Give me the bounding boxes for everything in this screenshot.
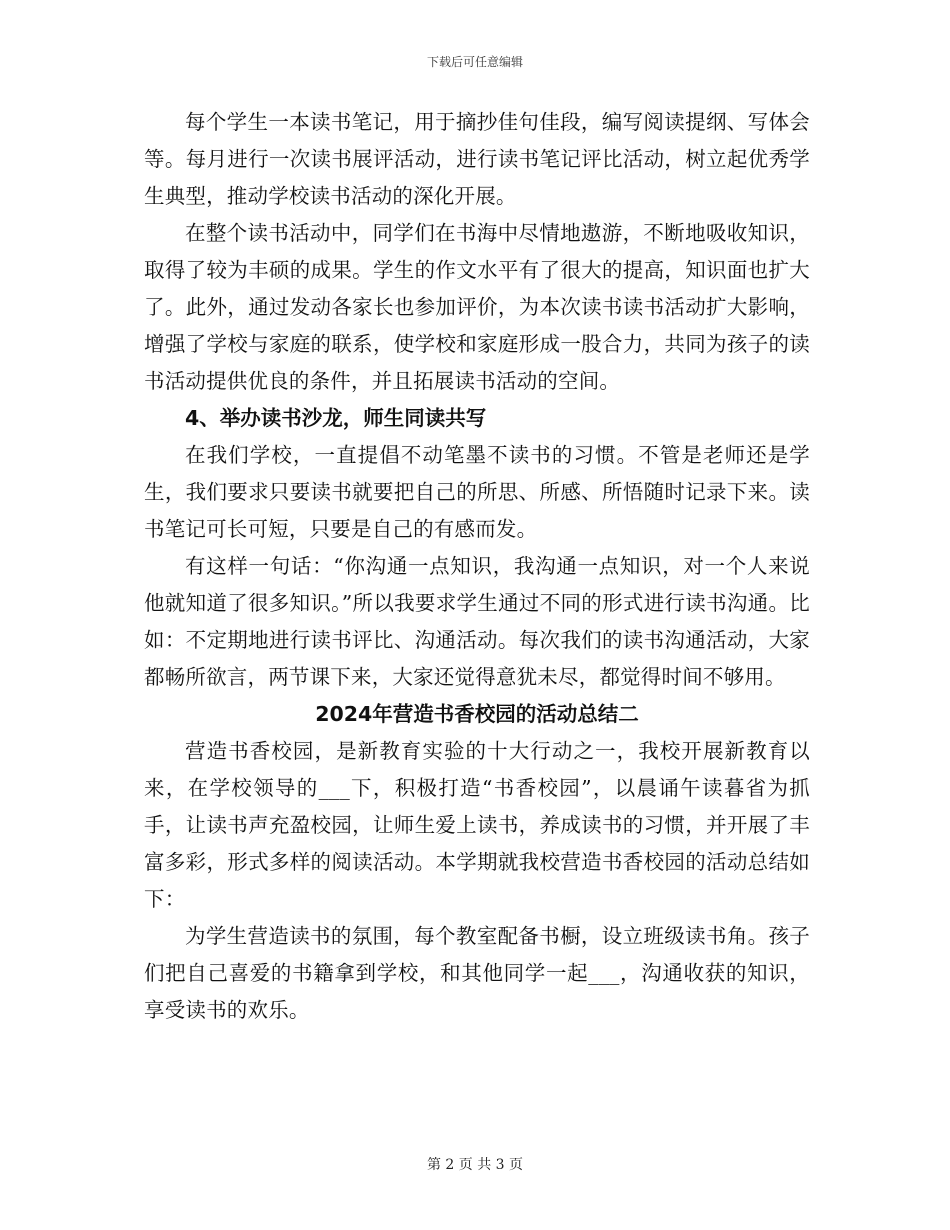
document-section-title: 2024年营造书香校园的活动总结二 xyxy=(315,702,639,726)
paragraph-scholarly-campus: 营造书香校园，是新教育实验的十大行动之一，我校开展新教育以来，在学校领导的___下，积极打造“书香校园”，以晨诵午读暮省为抓手，让读书声充盈校园，让师生爱上读书，养成读书的习惯，并开展了丰富多彩，形式多样的阅读活动。本学期就我校营造书香校园的活动总结如下： xyxy=(144,739,810,911)
document-body xyxy=(144,104,810,1029)
paragraph-note-habit: 在我们学校，一直提倡不动笔墨不读书的习惯。不管是老师还是学生，我们要求只要读书就要把自己的所思、所感、所悟随时记录下来。读书笔记可长可短，只要是自己的有感而发。 xyxy=(144,443,810,541)
paragraph-reading-notes: 每个学生一本读书笔记，用于摘抄佳句佳段，编写阅读提纲、写体会等。每月进行一次读书展评活动，进行读书笔记评比活动，树立起优秀学生典型，推动学校读书活动的深化开展。 xyxy=(144,110,810,208)
section-heading-reading-salon: 4、举办读书沙龙，师生同读共写 xyxy=(185,406,487,430)
paragraph-reading-exchange: 有这样一句话：“你沟通一点知识，我沟通一点知识，对一个人来说他就知道了很多知识。”所以我要求学生通过不同的形式进行读书沟通。比如：不定期地进行读书评比、沟通活动。每次我们的读书沟通活动，大家都畅所欲言，两节课下来，大家还觉得意犹未尽，都觉得时间不够用。 xyxy=(144,554,810,689)
paragraph-reading-corner: 为学生营造读书的氛围，每个教室配备书橱，设立班级读书角。孩子们把自己喜爱的书籍拿到学校，和其他同学一起___，沟通收获的知识，享受读书的欢乐。 xyxy=(144,924,810,1022)
paragraph-reading-results: 在整个读书活动中，同学们在书海中尽情地遨游，不断地吸收知识，取得了较为丰硕的成果。学生的作文水平有了很大的提高，知识面也扩大了。此外，通过发动各家长也参加评价，为本次读书读书活动扩大影响，增强了学校与家庭的联系，使学校和家庭形成一股合力，共同为孩子的读书活动提供优良的条件，并且拓展读书活动的空间。 xyxy=(144,221,810,393)
page-number: 第 2 页 共 3 页 xyxy=(426,1157,524,1173)
page-header: 下载后可任意编辑 xyxy=(426,55,523,69)
